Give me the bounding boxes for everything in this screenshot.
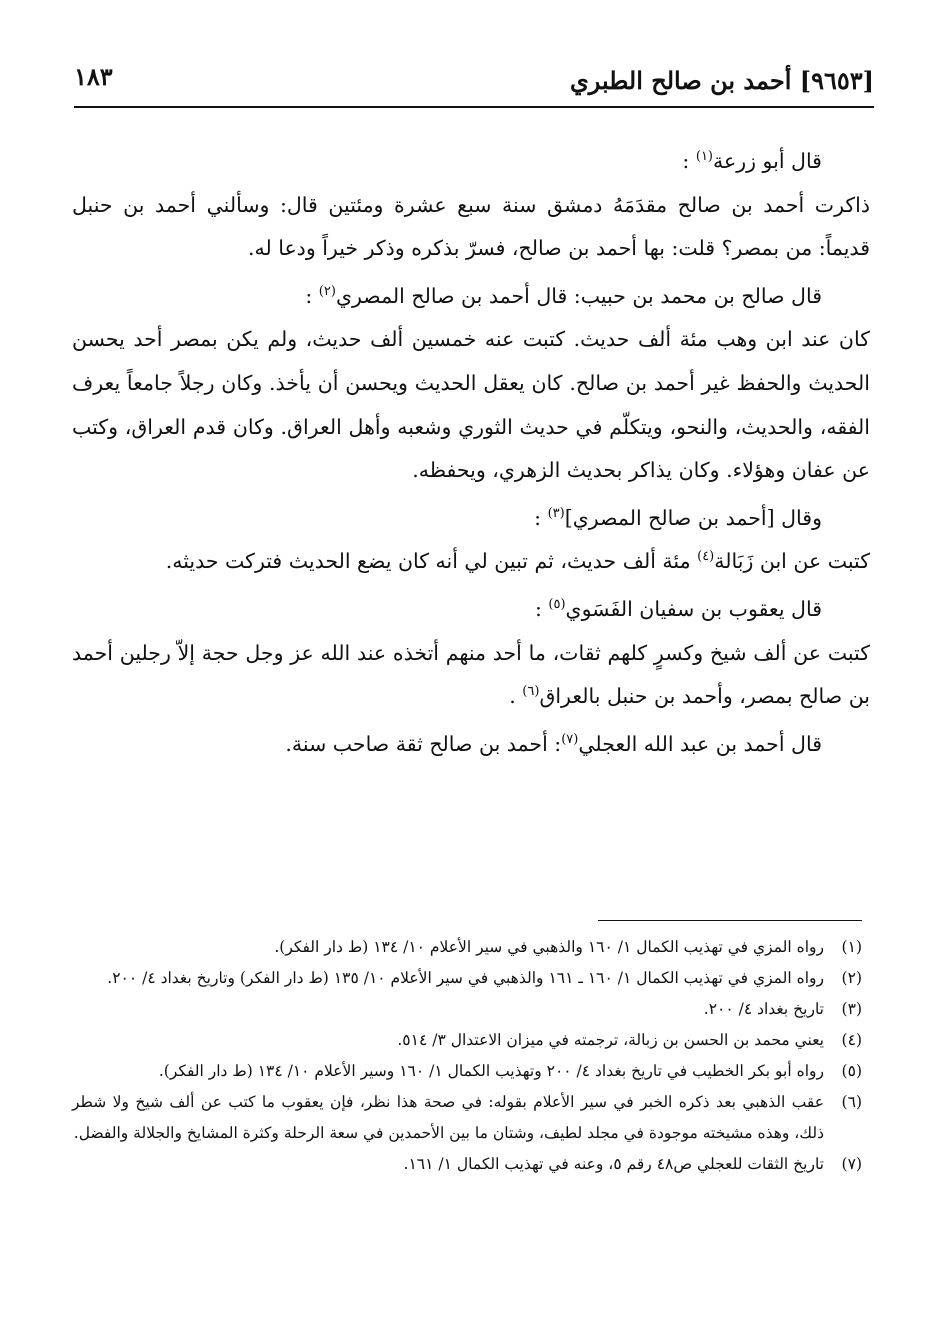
paragraph-8-pre: كتبت عن ألف شيخ وكسرٍ كلهم ثقات، ما أحد منهم أتخذه عند الله عز وجل حجة إلاّ رجلين أحمد بن صالح بمصر، وأحمد بن حنبل بالعراق <box>72 640 870 709</box>
footnote-ref-1: (١) <box>695 149 713 165</box>
footnote-text: تاريخ الثقات للعجلي ص٤٨ رقم ٥، وعنه في تهذيب الكمال ١/ ١٦١. <box>403 1155 824 1173</box>
footnote-separator <box>598 920 862 921</box>
paragraph-5 <box>72 497 870 541</box>
footnote-number: (٤) <box>841 1031 862 1049</box>
footnote-item <box>72 1056 862 1087</box>
paragraph-8 <box>72 632 870 719</box>
paragraph-3 <box>72 275 870 319</box>
paragraph-7-text: قال يعقوب بن سفيان الفَسَوي <box>565 596 822 621</box>
running-title: [٩٦٥٣] أحمد بن صالح الطبري <box>569 66 874 95</box>
footnote-number: (٦) <box>841 1093 862 1111</box>
footnote-text: رواه المزي في تهذيب الكمال ١/ ١٦٠ والذهبي في سير الأعلام ١٠/ ١٣٤ (ط دار الفكر). <box>274 938 824 956</box>
footnote-ref-7: (٧) <box>561 731 579 747</box>
footnote-number: (٢) <box>841 969 862 987</box>
footnote-item <box>72 932 862 963</box>
paragraph-1-text: قال أبو زرعة <box>713 149 822 173</box>
paragraph-7 <box>72 588 870 632</box>
footnote-ref-2: (٢) <box>318 283 336 299</box>
footnote-item <box>72 963 862 994</box>
paragraph-2: ذاكرت أحمد بن صالح مقدَمَهُ دمشق سنة سبع عشرة ومئتين قال: وسألني أحمد بن حنبل قديماً: من بمصر؟ قلت: بها أحمد بن صالح، فسرّ بذكره وذكر خيراً ودعا له. <box>72 192 870 261</box>
page-header <box>74 58 874 108</box>
paragraph-9-pre: قال أحمد بن عبد الله العجلي <box>578 731 822 756</box>
footnote-text: تاريخ بغداد ٤/ ٢٠٠. <box>703 1000 824 1018</box>
footnote-item <box>72 1025 862 1056</box>
footnote-number: (٥) <box>841 1062 862 1080</box>
paragraph-6-post: مئة ألف حديث، ثم تبين لي أنه كان يضع الحديث فتركت حديثه. <box>165 549 698 574</box>
footnotes <box>72 932 862 1180</box>
paragraph-3-text: قال صالح بن محمد بن حبيب: قال أحمد بن صالح المصري <box>335 283 822 308</box>
page-number: ١٨٣ <box>74 62 113 91</box>
footnote-text: رواه أبو بكر الخطيب في تاريخ بغداد ٤/ ٢٠٠ وتهذيب الكمال ١/ ١٦٠ وسير الأعلام ١٠/ ١٣٤ (ط دار الفكر). <box>158 1062 824 1080</box>
footnote-item <box>72 994 862 1025</box>
footnote-item <box>72 1087 862 1149</box>
footnote-text: رواه المزي في تهذيب الكمال ١/ ١٦٠ ـ ١٦١ والذهبي في سير الأعلام ١٠/ ١٣٥ (ط دار الفكر) وتاريخ بغداد ٤/ ٢٠٠. <box>107 969 824 987</box>
paragraph-7-tail: : <box>534 596 542 621</box>
paragraph-9 <box>72 723 870 767</box>
footnote-text: عقب الذهبي بعد ذكره الخبر في سير الأعلام بقوله: في صحة هذا نظر، فإن يعقوب ما كتب عن ألف شيخ ولا شطر ذلك، وهذه مشيخته موجودة في مجلد لطيف، وشتان ما بين الأحمدين في سعة الرحلة وكثرة المشايخ والجلالة والفضل. <box>72 1093 824 1142</box>
paragraph-1-tail: : <box>682 149 690 173</box>
footnote-number: (٣) <box>841 1000 862 1018</box>
footnote-ref-3: (٣) <box>547 505 565 521</box>
footnote-ref-5: (٥) <box>548 597 566 613</box>
paragraph-6 <box>72 540 870 584</box>
footnote-ref-6: (٦) <box>522 684 540 700</box>
footnote-item <box>72 1149 862 1180</box>
paragraph-8-post: . <box>509 684 516 709</box>
main-text <box>72 140 870 766</box>
footnote-text: يعني محمد بن الحسن بن زبالة، ترجمته في ميزان الاعتدال ٣/ ٥١٤. <box>397 1031 824 1049</box>
footnote-ref-4: (٤) <box>697 549 715 565</box>
paragraph-3-tail: : <box>305 283 313 308</box>
paragraph-4: كان عند ابن وهب مئة ألف حديث. كتبت عنه خمسين ألف حديث، ولم يكن بمصر أحد يحسن الحديث والحفظ غير أحمد بن صالح. كان يعقل الحديث ويحسن أن يأخذ. وكان رجلاً جامعاً يعرف الفقه، والحديث، والنحو، ويتكلّم في حديث الثوري وشعبه وأهل العراق. وكان قدم العراق، وكتب عن عفان وهؤلاء. وكان يذاكر بحديث الزهري، ويحفظه. <box>72 327 870 483</box>
footnote-number: (١) <box>841 938 862 956</box>
paragraph-5-text: وقال [أحمد بن صالح المصري] <box>564 505 822 530</box>
paragraph-1 <box>72 140 870 184</box>
paragraph-5-tail: : <box>534 505 542 530</box>
footnote-number: (٧) <box>841 1155 862 1173</box>
paragraph-9-post: : أحمد بن صالح ثقة صاحب سنة. <box>285 731 562 756</box>
paragraph-6-pre: كتبت عن ابن زَبَالة <box>714 549 870 574</box>
